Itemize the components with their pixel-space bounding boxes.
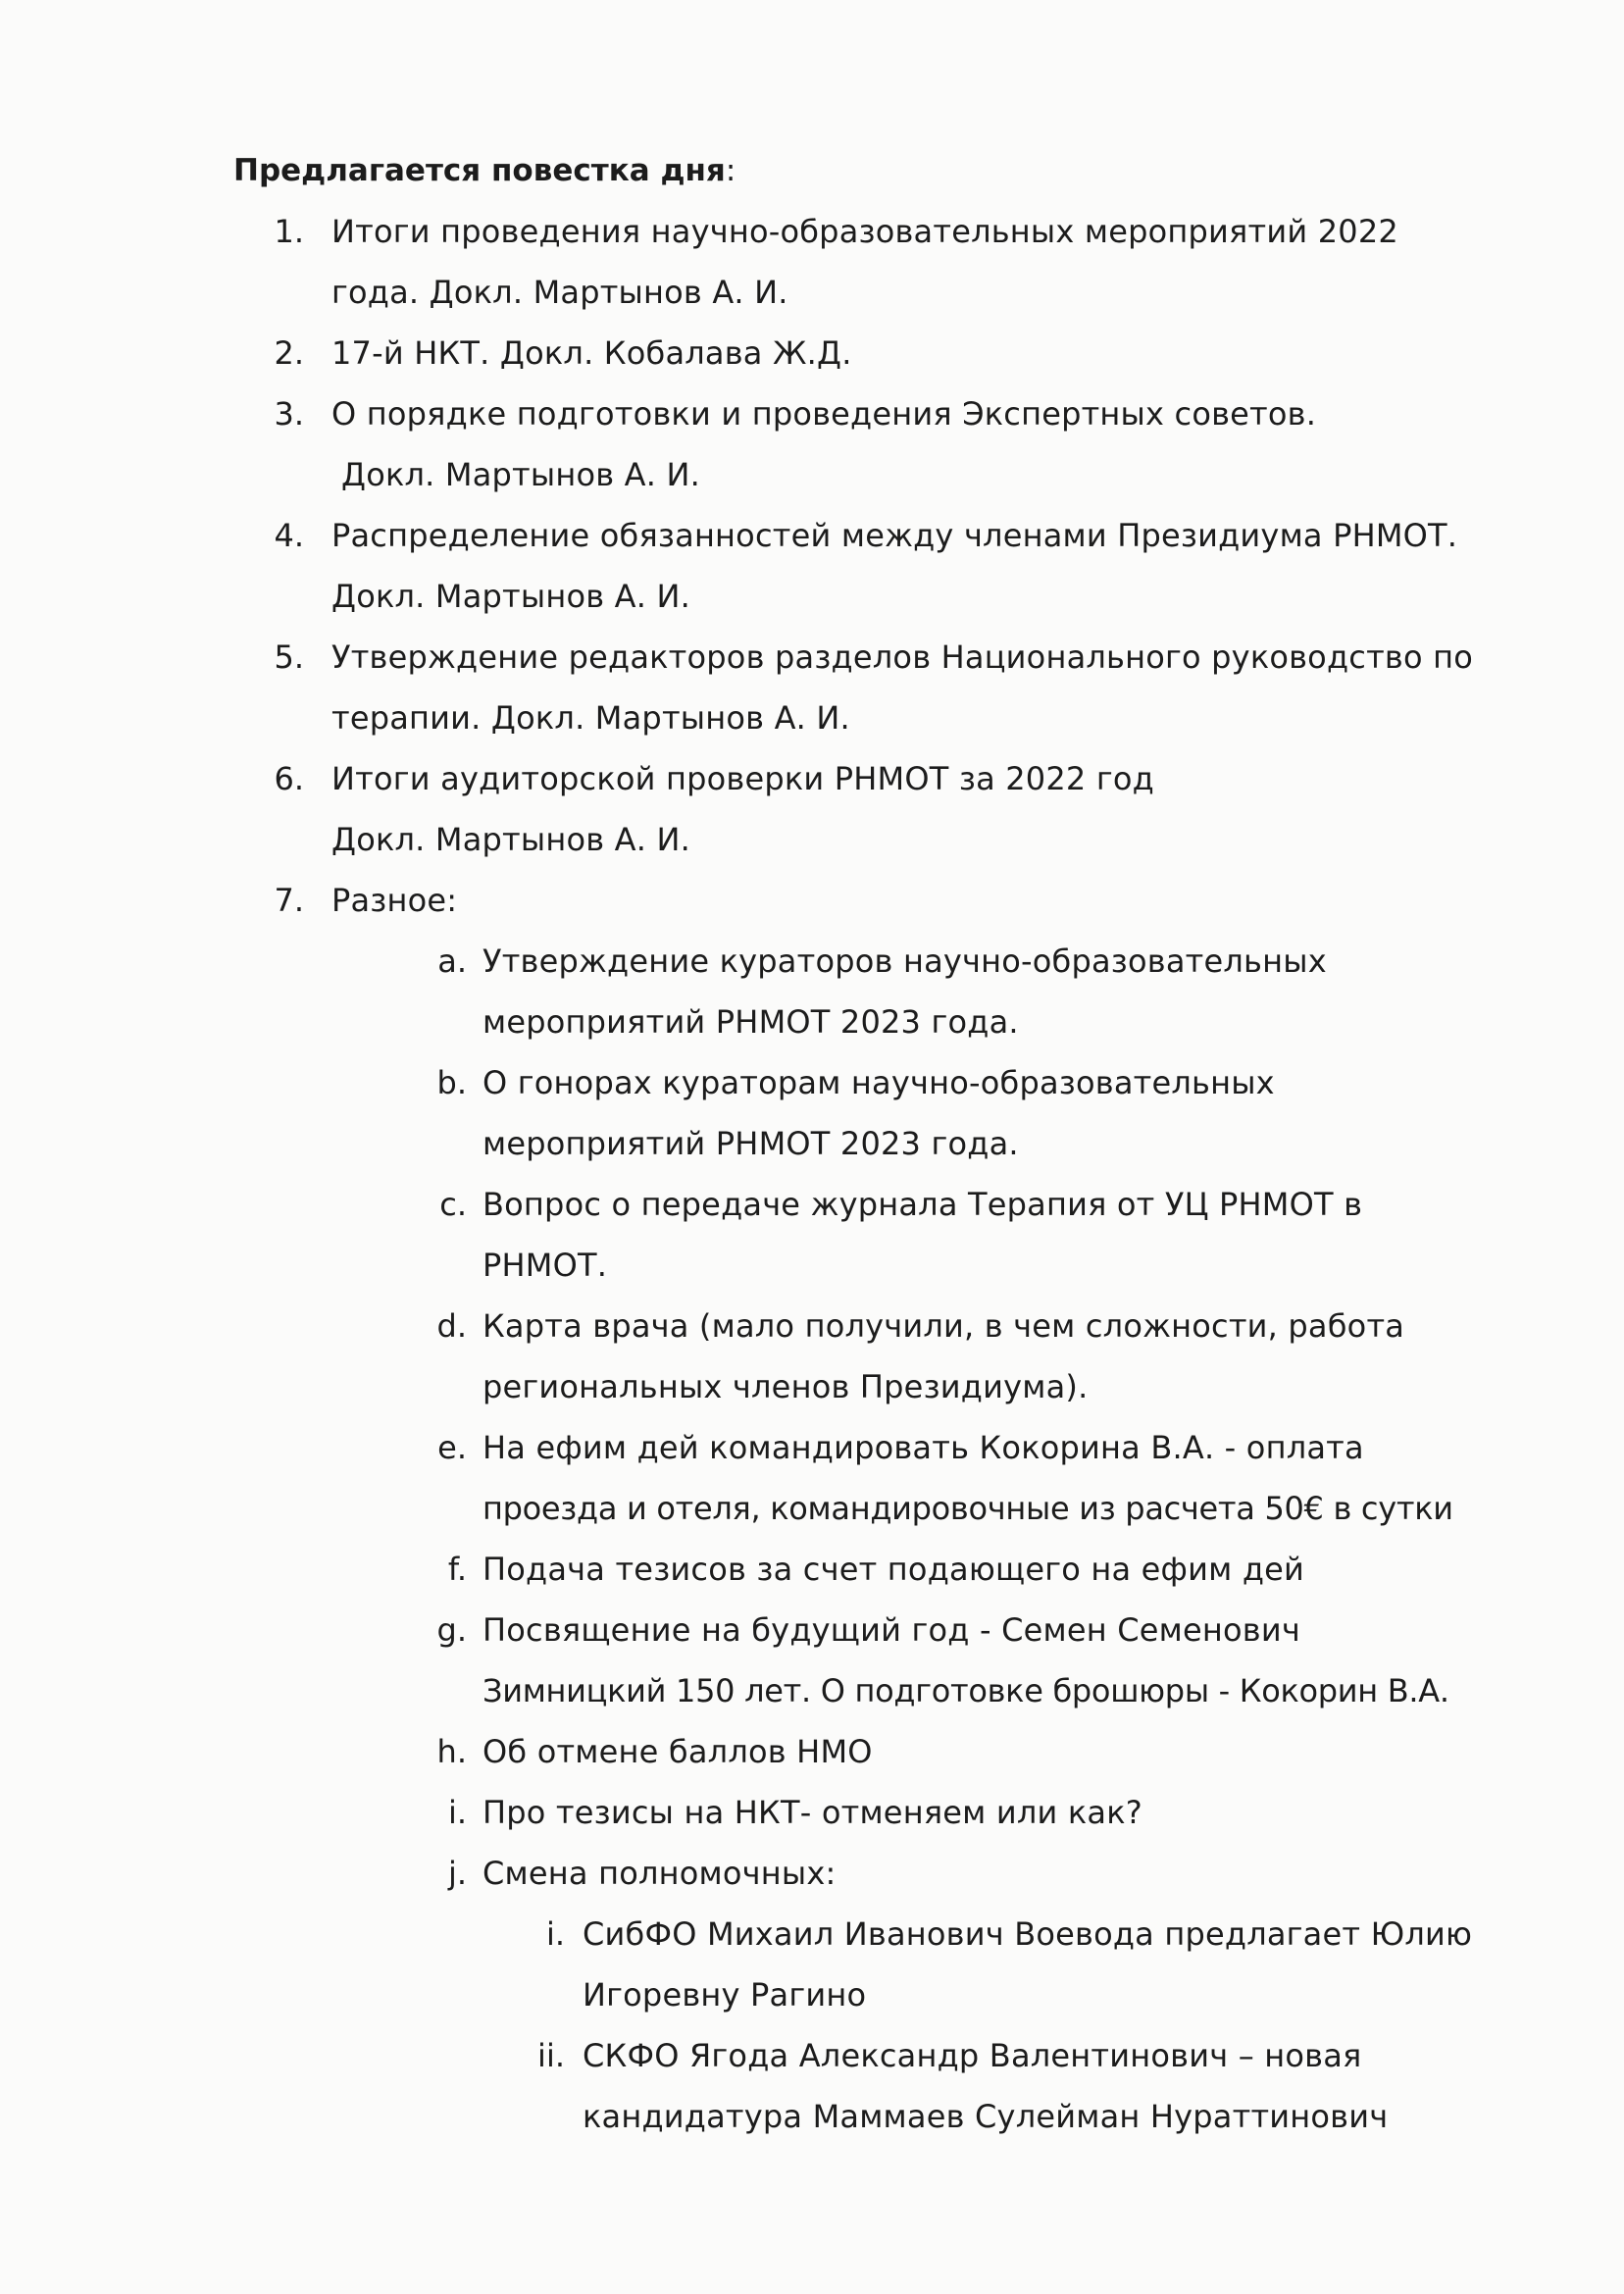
agenda-item-3-line-2: Докл. Мартынов А. И. [341, 456, 701, 493]
misc-item-f-marker: f. [447, 1551, 467, 1588]
misc-item-g-line-2: Зимницкий 150 лет. О подготовке брошюры - Кокорин В.А. [482, 1672, 1449, 1709]
agenda-item-4-line-1: Распределение обязанностей между членами Президиума РНМОТ. [331, 517, 1458, 554]
agenda-item-5-line-1: Утверждение редакторов разделов Национального руководство по [331, 638, 1474, 676]
agenda-item-6-marker: 6. [274, 760, 304, 797]
agenda-item-1-marker: 1. [274, 213, 304, 250]
misc-item-b-line-1: О гонорах кураторам научно-образовательных [482, 1064, 1275, 1101]
agenda-item-3-line-1: О порядке подготовки и проведения Экспертных советов. [331, 395, 1317, 433]
misc-item-j-marker: j. [447, 1855, 467, 1892]
misc-item-e-line-1: На ефим дей командировать Кокорина В.А. - оплата [482, 1429, 1364, 1466]
agenda-item-6-line-2: Докл. Мартынов А. И. [331, 821, 691, 858]
misc-item-h-line-1: Об отмене баллов НМО [482, 1733, 873, 1770]
misc-item-d-line-1: Карта врача (мало получили, в чем сложности, работа [482, 1307, 1405, 1345]
misc-item-g-line-1: Посвящение на будущий год - Семен Семенович [482, 1611, 1300, 1649]
agenda-item-3-marker: 3. [274, 395, 304, 433]
misc-item-c-line-2: РНМОТ. [482, 1247, 608, 1284]
plenipotentiary-item-i-line-1: СибФО Михаил Иванович Воевода предлагает Юлию [583, 1915, 1473, 1953]
misc-item-j-line-1: Смена полномочных: [482, 1855, 837, 1892]
plenipotentiary-item-i-marker: i. [545, 1915, 565, 1953]
agenda-item-4-marker: 4. [274, 517, 304, 554]
misc-item-a-line-2: мероприятий РНМОТ 2023 года. [482, 1003, 1019, 1041]
agenda-heading-colon: : [725, 153, 736, 188]
misc-item-h-marker: h. [436, 1733, 467, 1770]
agenda-item-1-line-1: Итоги проведения научно-образовательных мероприятий 2022 [331, 213, 1398, 250]
plenipotentiary-item-ii-line-2: кандидатура Маммаев Сулейман Нураттинович [583, 2098, 1389, 2135]
plenipotentiary-item-ii-line-1: СКФО Ягода Александр Валентинович – новая [583, 2037, 1362, 2074]
misc-item-g-marker: g. [436, 1611, 467, 1649]
misc-item-i-line-1: Про тезисы на НКТ- отменяем или как? [482, 1794, 1142, 1831]
agenda-item-6-line-1: Итоги аудиторской проверки РНМОТ за 2022 год [331, 760, 1154, 797]
misc-item-c-marker: c. [439, 1186, 467, 1223]
plenipotentiary-item-ii-marker: ii. [537, 2037, 565, 2074]
misc-item-a-line-1: Утверждение кураторов научно-образовательных [482, 943, 1327, 980]
misc-item-e-marker: e. [437, 1429, 467, 1466]
plenipotentiary-item-i-line-2: Игоревну Рагино [583, 1976, 867, 2014]
misc-item-b-marker: b. [436, 1064, 467, 1101]
misc-item-b-line-2: мероприятий РНМОТ 2023 года. [482, 1125, 1019, 1162]
misc-item-e-line-2: проезда и отеля, командировочные из расчета 50€ в сутки [482, 1490, 1453, 1527]
agenda-heading-title: Предлагается повестка дня [233, 153, 726, 188]
agenda-item-2-line-1: 17-й НКТ. Докл. Кобалава Ж.Д. [331, 334, 852, 372]
misc-item-a-marker: a. [437, 943, 467, 980]
agenda-item-4-line-2: Докл. Мартынов А. И. [331, 578, 691, 615]
agenda-item-7-line-1: Разное: [331, 882, 458, 919]
misc-item-i-marker: i. [447, 1794, 467, 1831]
misc-item-c-line-1: Вопрос о передаче журнала Терапия от УЦ РНМОТ в [482, 1186, 1363, 1223]
agenda-item-5-marker: 5. [274, 638, 304, 676]
agenda-item-2-marker: 2. [274, 334, 304, 372]
agenda-heading [233, 147, 736, 194]
misc-item-f-line-1: Подача тезисов за счет подающего на ефим дей [482, 1551, 1305, 1588]
misc-item-d-line-2: региональных членов Президиума). [482, 1368, 1089, 1405]
agenda-item-1-line-2: года. Докл. Мартынов А. И. [331, 274, 788, 311]
misc-item-d-marker: d. [436, 1307, 467, 1345]
agenda-item-5-line-2: терапии. Докл. Мартынов А. И. [331, 699, 850, 737]
agenda-item-7-marker: 7. [274, 882, 304, 919]
